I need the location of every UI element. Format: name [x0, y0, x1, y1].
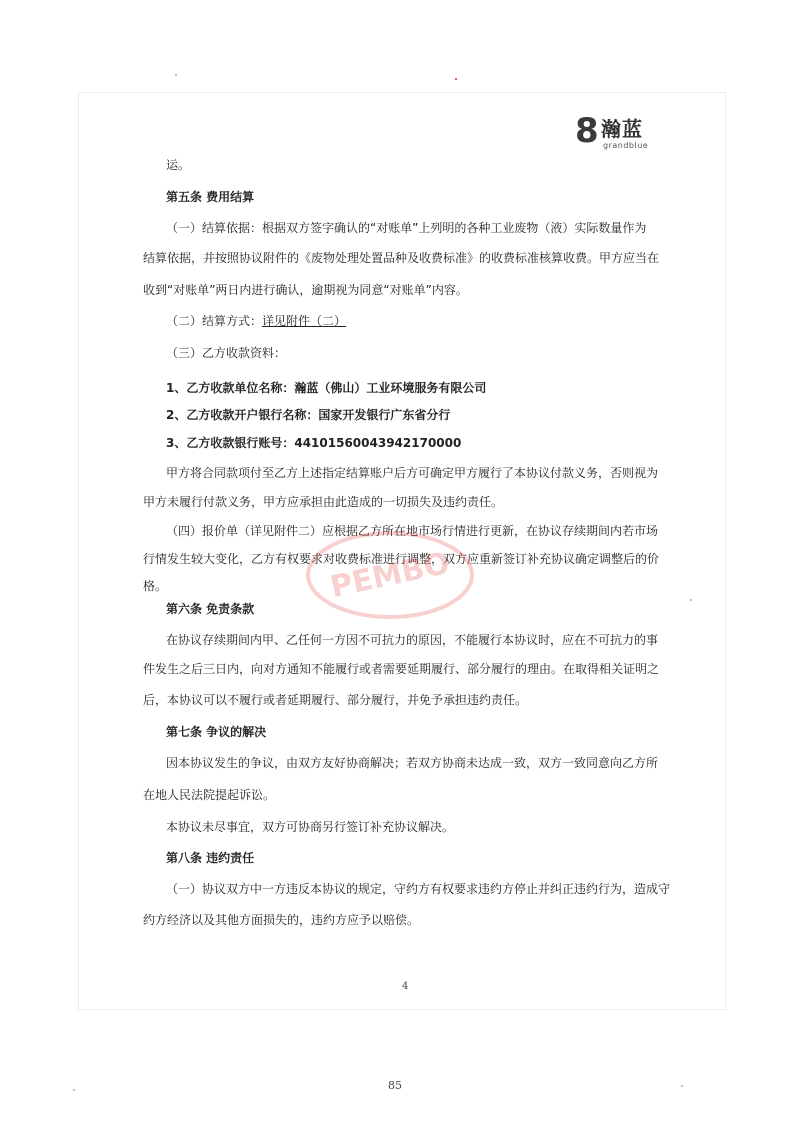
- logo-chinese-name: 瀚蓝: [601, 117, 643, 141]
- text-line: 本协议未尽事宜，双方可协商另行签订补充协议解决。: [166, 820, 455, 834]
- settlement-method-line: [166, 313, 346, 329]
- scan-speck: [73, 1089, 75, 1091]
- text-line: 在地人民法院提起诉讼。: [143, 788, 276, 802]
- text-line: 约方经济以及其他方面损失的，违约方应予以赔偿。: [143, 913, 420, 927]
- payee-account: 3、乙方收款银行账号：44101560043942170000: [166, 436, 462, 450]
- logo-english-name: grandblue: [603, 141, 649, 150]
- text-line: （一）结算依据：根据双方签字确认的“对账单”上列明的各种工业废物（液）实际数量作为: [166, 221, 647, 235]
- text-line: 甲方将合同款项付至乙方上述指定结算账户后方可确定甲方履行了本协议付款义务，否则视为: [166, 466, 659, 480]
- scan-speck: [681, 1085, 683, 1087]
- text-line: 结算依据，并按照协议附件的《废物处理处置品种及收费标准》的收费标准核算收费。甲方应当在: [143, 251, 660, 265]
- scan-speck: [175, 74, 177, 76]
- footer-number: 85: [388, 1079, 402, 1092]
- settlement-method-value: 详见附件（二）: [262, 314, 347, 328]
- scan-speck: [455, 78, 457, 80]
- section-heading: 第七条 争议的解决: [166, 725, 267, 739]
- watermark-stamp: [305, 530, 475, 620]
- text-line: 在协议存续期间内甲、乙任何一方因不可抗力的原因，不能履行本协议时，应在不可抗力的事: [166, 633, 659, 647]
- page-number: 4: [402, 981, 409, 992]
- logo-mark: 8: [575, 111, 599, 151]
- text-line: 件发生之后三日内，向对方通知不能履行或者需要延期履行、部分履行的理由。在取得相关证明之: [143, 662, 660, 676]
- text-line: 甲方未履行付款义务，甲方应承担由此造成的一切损失及违约责任。: [143, 495, 504, 509]
- section-heading: 第六条 免责条款: [166, 602, 255, 616]
- section-heading: 第五条 费用结算: [166, 190, 255, 204]
- text-line: 后，本协议可以不履行或者延期履行、部分履行，并免予承担违约责任。: [143, 693, 528, 707]
- text-line: 因本协议发生的争议，由双方友好协商解决；若双方协商未达成一致，双方一致同意向乙方所: [166, 756, 659, 770]
- text-line: （四）报价单（详见附件二）应根据乙方所在地市场行情进行更新，在协议存续期间内若市场: [166, 524, 659, 538]
- payee-name: 1、乙方收款单位名称：瀚蓝（佛山）工业环境服务有限公司: [166, 381, 487, 395]
- scan-speck: [690, 599, 692, 601]
- text-line: （三）乙方收款资料：: [166, 346, 287, 360]
- section-heading: 第八条 违约责任: [166, 851, 255, 865]
- payee-bank: 2、乙方收款开户银行名称：国家开发银行广东省分行: [166, 408, 451, 422]
- text-line: 运。: [166, 158, 191, 172]
- text-line: 行情发生较大变化，乙方有权要求对收费标准进行调整，双方应重新签订补充协议确定调整后的价: [143, 552, 660, 566]
- text-line: 收到“对账单”两日内进行确认，逾期视为同意“对账单”内容。: [143, 283, 468, 297]
- text-line: 格。: [143, 579, 168, 593]
- text-line: （一）协议双方中一方违反本协议的规定，守约方有权要求违约方停止并纠正违约行为，造成守: [166, 882, 671, 896]
- company-logo: [575, 112, 665, 154]
- settlement-method-label: （二）结算方式：: [166, 314, 263, 328]
- watermark-text: PEMBO: [327, 545, 453, 606]
